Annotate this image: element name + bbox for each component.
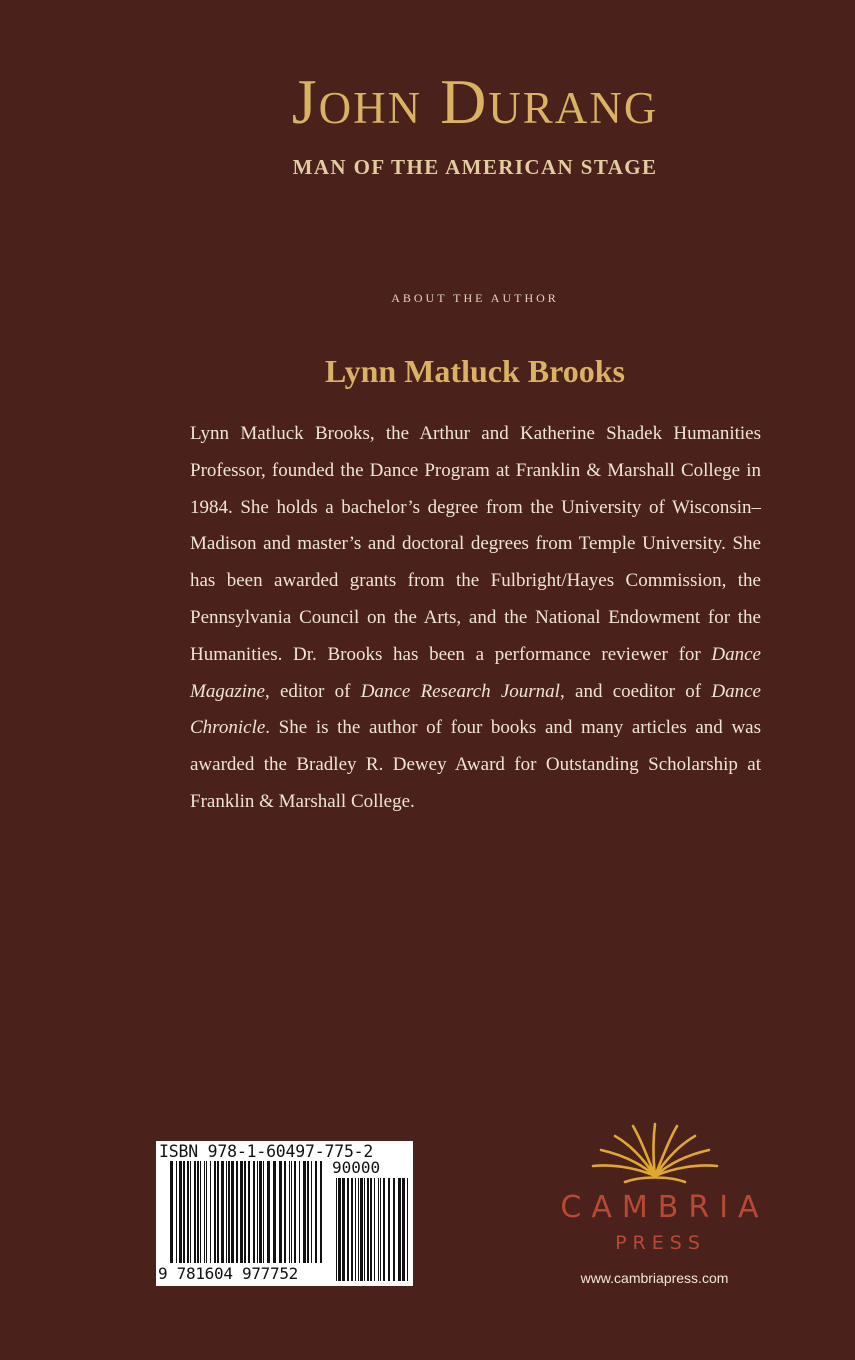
barcode-addon-digits: 90000 [332, 1158, 381, 1177]
bio-italic-title: Dance Chronicle [190, 680, 761, 739]
ean-digits: 9 781604 977752 [158, 1264, 298, 1283]
fan-palm-icon [585, 1120, 725, 1186]
book-title: John Durang [291, 66, 659, 137]
author-bio [190, 416, 761, 821]
bio-text: . She is the author of four books and many articles and was awarded the Bradley R. Dewey Award for Outstanding Scholarship at Franklin & Marshall College. [190, 717, 761, 812]
isbn-barcode [156, 1141, 413, 1286]
isbn-label: ISBN 978-1-60497-775-2 [159, 1142, 374, 1161]
book-subtitle: MAN OF THE AMERICAN STAGE [292, 155, 658, 179]
bio-italic-title: Dance Research Journal [360, 680, 560, 702]
bio-text: , editor of [264, 680, 361, 702]
section-label: ABOUT THE AUTHOR [391, 291, 559, 305]
publisher-name: CAMBRIA [560, 1190, 769, 1225]
bio-text: , and coeditor of [559, 680, 712, 702]
publisher-sub: PRESS [615, 1232, 706, 1254]
author-name: Lynn Matluck Brooks [325, 353, 625, 389]
publisher-url: www.cambriapress.com [580, 1270, 729, 1286]
bio-text: Lynn Matluck Brooks, the Arthur and Katherine Shadek Humanities Professor, founded the Dance Program at Franklin & Marshall College in 1984. She holds a bachelor’s degree from the University of Wisconsin–Madison and master’s and doctoral degrees from Temple University. She has been awarded grants from the Fulbright/Hayes Commission, the Pennsylvania Council on the Arts, and the National Endowment for the Humanities. Dr. Brooks has been a performance reviewer for [190, 423, 761, 665]
bio-italic-title: Dance Magazine [190, 643, 761, 702]
